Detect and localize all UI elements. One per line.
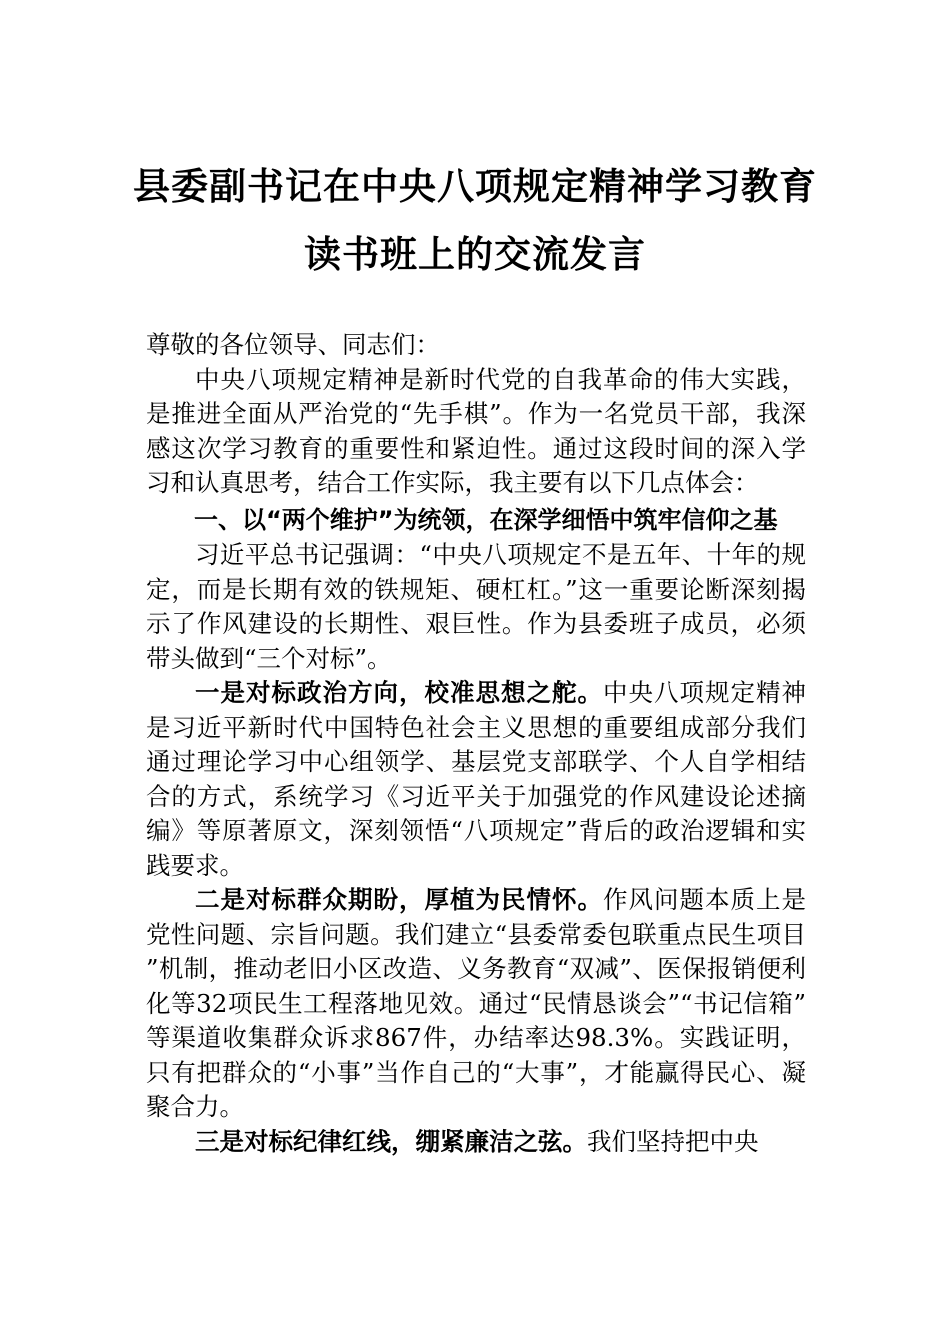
document-title-line-2: 读书班上的交流发言 <box>304 232 646 276</box>
section-1-intro-paragraph: 习近平总书记强调：“中央八项规定不是五年、十年的规定，而是长期有效的铁规矩、硬杠杠。”这一重要论断深刻揭示了作风建设的长期性、艰巨性。作为县委班子成员，必须带头做到“三个对标”。 <box>146 540 806 673</box>
document-body <box>146 328 806 1159</box>
salutation: 尊敬的各位领导、同志们： <box>146 330 440 359</box>
point-3-text: 我们坚持把中央 <box>587 1126 759 1156</box>
intro-paragraph: 中央八项规定精神是新时代党的自我革命的伟大实践，是推进全面从严治党的“先手棋”。作为一名党员干部，我深感这次学习教育的重要性和紧迫性。通过这段时间的深入学习和认真思考，结合工作实际，我主要有以下几点体会： <box>146 364 806 497</box>
point-1-lead: 一是对标政治方向，校准思想之舵。 <box>195 678 603 707</box>
document-title-line-1: 县委副书记在中央八项规定精神学习教育 <box>133 164 817 208</box>
point-2-text: 作风问题本质上是党性问题、宗旨问题。我们建立“县委常委包联重点民生项目”机制，推动老旧小区改造、义务教育“双减”、医保报销便利化等32项民生工程落地见效。通过“民情恳谈会”“书记信箱”等渠道收集群众诉求867件，办结率达98.3%。实践证明，只有把群众的“小事”当作自己的“大事”，才能赢得民心、凝聚合力。 <box>146 885 806 1121</box>
point-3-lead: 三是对标纪律红线，绷紧廉洁之弦。 <box>195 1126 587 1156</box>
point-3-paragraph <box>146 1125 806 1160</box>
point-2-paragraph <box>146 883 806 1125</box>
section-1-heading: 一、以“两个维护”为统领，在深学细悟中筑牢信仰之基 <box>194 505 778 534</box>
point-1-paragraph <box>146 676 806 883</box>
point-1-text: 中央八项规定精神是习近平新时代中国特色社会主义思想的重要组成部分我们通过理论学习中心组领学、基层党支部联学、个人自学相结合的方式，系统学习《习近平关于加强党的作风建设论述摘编》等原著原文，深刻领悟“八项规定”背后的政治逻辑和实践要求。 <box>146 678 806 880</box>
point-2-lead: 二是对标群众期盼，厚植为民情怀。 <box>195 885 603 914</box>
